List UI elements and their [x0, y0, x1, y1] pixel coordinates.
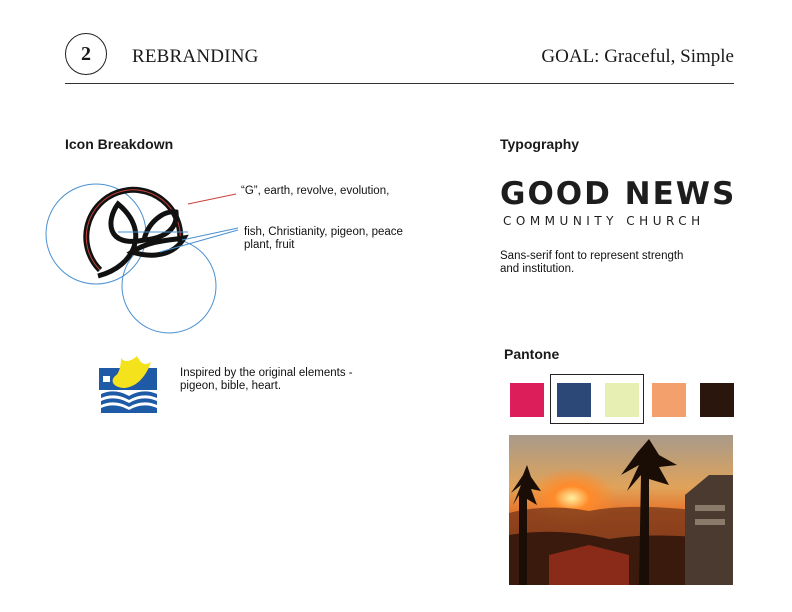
- swatch-pink: [510, 383, 544, 417]
- annotation-fish-line1: fish, Christianity, pigeon, peace: [244, 226, 403, 238]
- page-number-badge: [65, 33, 107, 75]
- swatch-navy: [557, 383, 591, 417]
- logo-white-mark: [103, 376, 110, 382]
- goal-text: GOAL: Graceful, Simple: [541, 46, 734, 67]
- icon-breakdown-heading: Icon Breakdown: [65, 136, 174, 152]
- fish-shape-icon: [98, 204, 144, 276]
- page-number: 2: [81, 42, 91, 65]
- sunset-photo: [509, 435, 733, 585]
- photo-building: [685, 475, 733, 585]
- swatch-peach: [652, 383, 686, 417]
- section-title: REBRANDING: [132, 46, 259, 67]
- swatch-dark-brown: [700, 383, 734, 417]
- wordmark-good-news: GOOD NEWS: [500, 176, 737, 212]
- icon-breakdown-diagram: [40, 170, 240, 340]
- original-logo: [99, 352, 159, 414]
- typography-heading: Typography: [500, 136, 580, 152]
- photo-building-window: [695, 519, 725, 525]
- pantone-heading: Pantone: [504, 346, 560, 362]
- original-description-line2: pigeon, bible, heart.: [180, 380, 282, 392]
- pointer-line-ring: [188, 194, 236, 204]
- annotation-fish-line2: plant, fruit: [244, 239, 295, 251]
- header-divider: [65, 83, 734, 84]
- typography-description-line1: Sans-serif font to represent strength: [500, 250, 684, 262]
- original-description-line1: Inspired by the original elements -: [180, 367, 353, 379]
- annotation-g-earth: “G”, earth, revolve, evolution,: [241, 185, 390, 197]
- typography-description-line2: and institution.: [500, 263, 575, 275]
- swatch-light-yellow: [605, 383, 639, 417]
- photo-building-window: [695, 505, 725, 511]
- wordmark-community-church: COMMUNITY CHURCH: [503, 214, 705, 228]
- leaf-shape-icon: [144, 212, 176, 240]
